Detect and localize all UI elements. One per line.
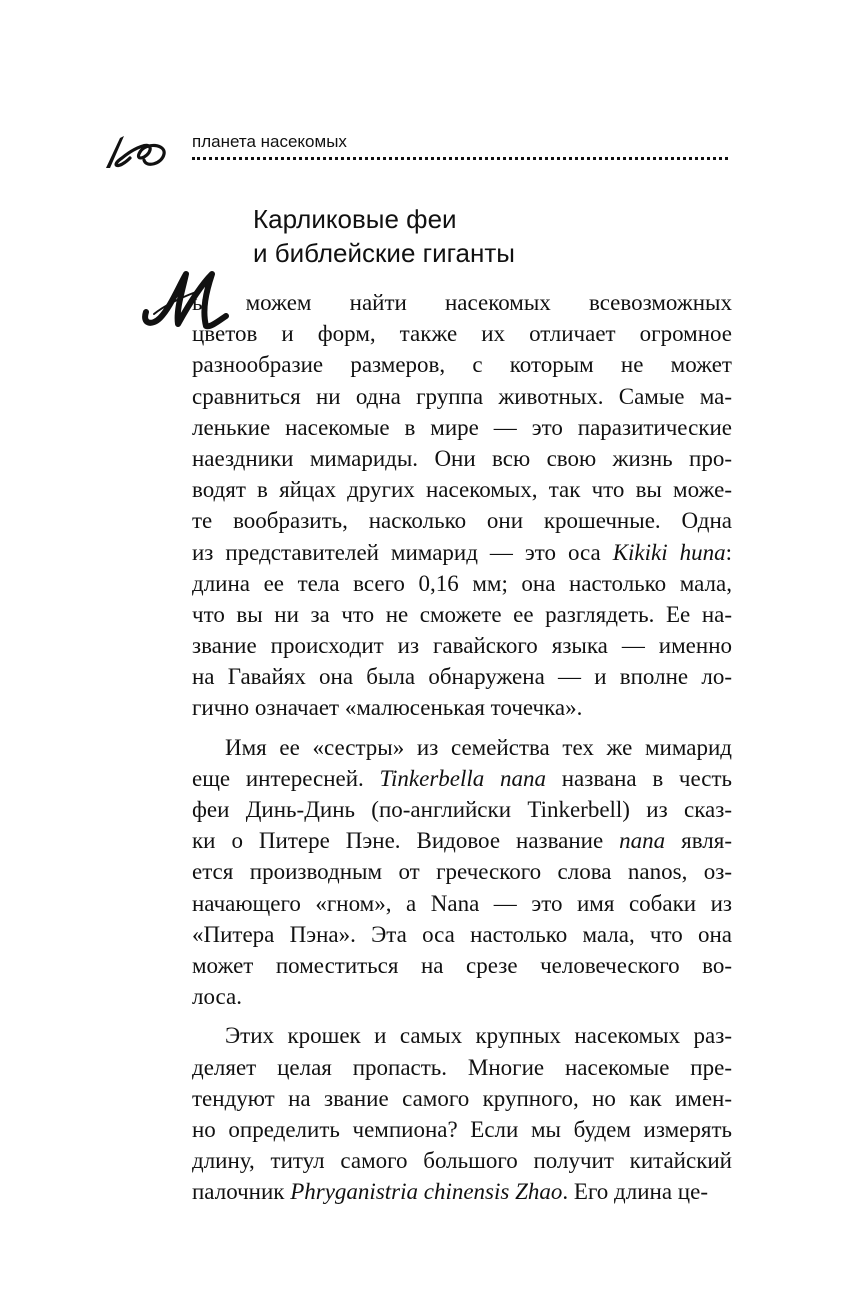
- text-segment: сравниться ни одна группа животных. Самые ма-: [192, 383, 732, 409]
- body-text: [192, 287, 732, 1207]
- text-line: [192, 630, 732, 661]
- text-line: [192, 1052, 732, 1083]
- text-segment: наездники мимариды. Они всю свою жизнь про-: [192, 445, 732, 471]
- text-segment: что вы ни за что не сможете ее разглядеть. Ее на-: [192, 601, 732, 627]
- text-line: [192, 412, 732, 443]
- text-segment: ки о Питере Пэне. Видовое название: [192, 828, 620, 854]
- text-line: [192, 1114, 732, 1145]
- text-line: [192, 505, 732, 536]
- text-line: [192, 1020, 732, 1051]
- text-line: [192, 888, 732, 919]
- text-segment: водят в яйцах других насекомых, так что вы може-: [192, 477, 732, 503]
- text-line: [192, 381, 732, 412]
- text-line: [192, 474, 732, 505]
- text-segment: начающего «гном», а Nana — это имя собаки из: [192, 890, 732, 916]
- text-line: [192, 856, 732, 887]
- italic-term: Kikiki huna: [612, 539, 726, 565]
- text-segment: длина ее тела всего 0,16 мм; она настолько мала,: [192, 570, 732, 596]
- text-line: [192, 599, 732, 630]
- text-segment: но определить чемпиона? Если мы будем измерять: [192, 1116, 732, 1142]
- text-segment: :: [725, 539, 732, 565]
- text-segment: цветов и форм, также их отличает огромное: [192, 321, 732, 347]
- text-segment: палочник: [192, 1179, 291, 1205]
- text-line: [192, 1083, 732, 1114]
- text-segment: может поместиться на срезе человеческого во-: [192, 952, 732, 978]
- text-line: [192, 443, 732, 474]
- text-segment: на Гавайях она была обнаружена — и вполне ло-: [192, 664, 732, 690]
- page-number: [100, 128, 170, 172]
- text-line: [192, 825, 732, 856]
- text-segment: «Питера Пэна». Эта оса настолько мала, что она: [192, 921, 732, 947]
- text-segment: лоса.: [192, 984, 242, 1010]
- text-segment: Имя ее «сестры» из семейства тех же мимарид: [225, 734, 732, 760]
- text-segment: тендуют на звание самого крупного, но как имен-: [192, 1085, 732, 1111]
- text-line: [192, 661, 732, 692]
- text-segment: феи Динь-Динь (по-английски Tinkerbell) из сказ-: [192, 797, 732, 822]
- page-number-glyph: [100, 128, 170, 172]
- text-line: [192, 318, 732, 349]
- text-line: [192, 1145, 732, 1176]
- text-line: [192, 919, 732, 950]
- text-segment: деляет целая пропасть. Многие насекомые пре-: [192, 1054, 732, 1080]
- text-segment: звание происходит из гавайского языка — именно: [192, 633, 732, 659]
- text-line: [192, 349, 732, 380]
- text-segment: те вообразить, насколько они крошечные. Одна: [192, 508, 732, 534]
- text-segment: ы можем найти насекомых всевозможных: [192, 290, 732, 315]
- text-segment: из представителей мимарид — это оса: [192, 539, 613, 565]
- text-line: [192, 537, 732, 568]
- text-line: [192, 950, 732, 981]
- chapter-title-line-1: Карликовые феи: [253, 204, 457, 234]
- text-line: [192, 763, 732, 794]
- text-segment: еще интересней.: [192, 765, 380, 791]
- text-line: [192, 568, 732, 599]
- text-segment: ленькие насекомые в мире — это паразитические: [192, 414, 732, 440]
- text-segment: разнообразие размеров, с которым не может: [192, 352, 732, 378]
- text-segment: явля-: [665, 828, 732, 854]
- chapter-title: [253, 202, 515, 270]
- text-line: [192, 794, 732, 825]
- text-line: [192, 732, 732, 763]
- italic-term: nana: [619, 828, 666, 854]
- text-line: [192, 692, 732, 723]
- italic-term: Tinkerbella nana: [379, 765, 547, 791]
- header-divider: [192, 157, 728, 160]
- text-segment: ется производным от греческого слова nanos, оз-: [192, 859, 732, 885]
- text-segment: Этих крошек и самых крупных насекомых раз-: [225, 1023, 732, 1049]
- italic-term: Phryganistria chinensis Zhao: [290, 1179, 563, 1205]
- text-line: [192, 981, 732, 1012]
- text-line: [192, 1176, 732, 1207]
- text-line: [192, 287, 732, 318]
- text-segment: . Его длина це-: [562, 1179, 708, 1205]
- chapter-title-line-2: и библейские гиганты: [253, 238, 515, 268]
- text-segment: названа в честь: [546, 765, 733, 791]
- running-head: планета насекомых: [192, 132, 347, 151]
- text-segment: гично означает «малюсенькая точечка».: [192, 695, 583, 721]
- text-segment: длину, титул самого большого получит китайский: [192, 1148, 732, 1174]
